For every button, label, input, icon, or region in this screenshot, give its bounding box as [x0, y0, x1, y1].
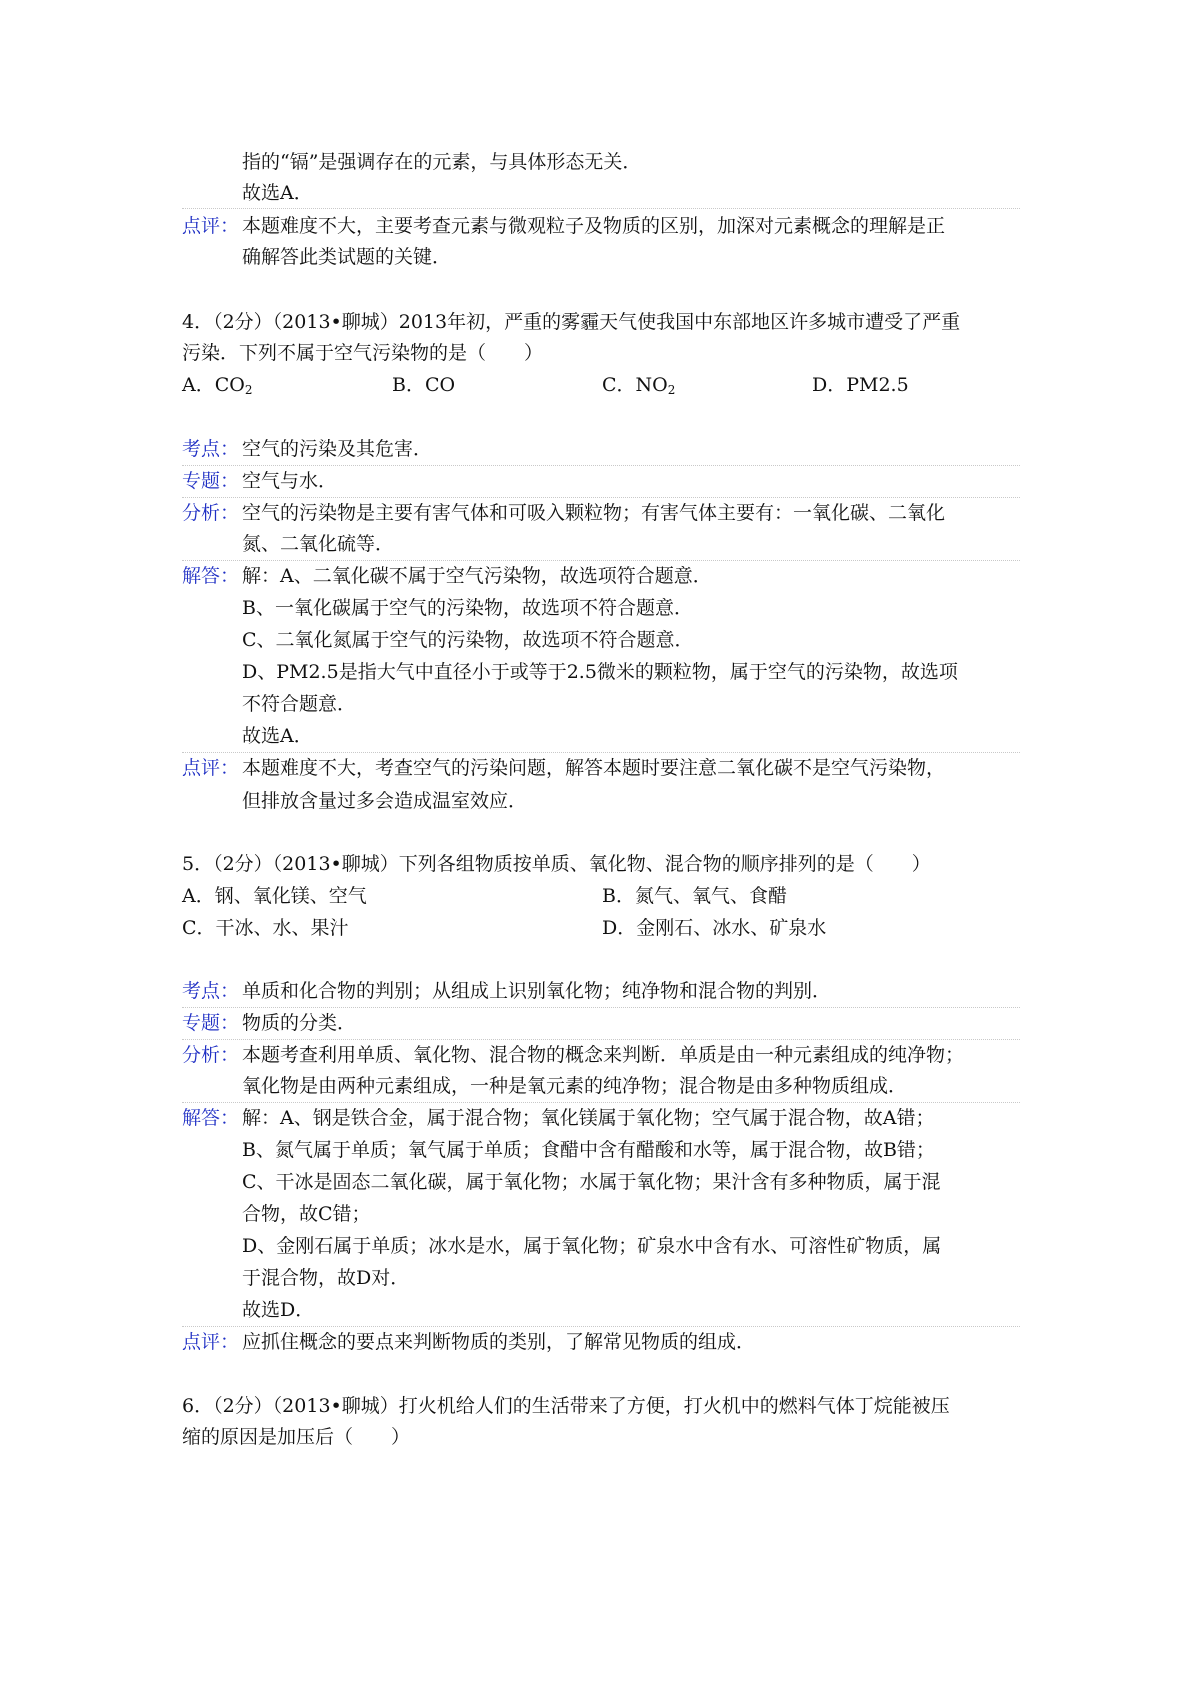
separator — [182, 1007, 1020, 1008]
q5-stem: 5．（2分）（2013•聊城）下列各组物质按单质、氧化物、混合物的顺序排列的是（ ） — [182, 853, 931, 875]
separator — [182, 465, 1020, 466]
q5-jieda-line-6: 于混合物，故D对． — [242, 1267, 410, 1289]
separator — [182, 1102, 1020, 1103]
q5-jieda-line-7: 故选D． — [242, 1299, 315, 1321]
prev-comment-line-1: 本题难度不大，主要考查元素与微观粒子及物质的区别，加深对元素概念的理解是正 — [242, 215, 946, 237]
q4-option-b: B．CO — [392, 374, 456, 396]
q5-kaodian-label: 考点： — [182, 980, 240, 1002]
q4-dianping-line-1: 本题难度不大，考查空气的污染问题，解答本题时要注意二氧化碳不是空气污染物， — [242, 757, 946, 779]
q5-option-d: D．金刚石、冰水、矿泉水 — [602, 917, 827, 939]
q4-dianping-line-2: 但排放含量过多会造成温室效应． — [242, 790, 528, 812]
q5-zhuanti: 物质的分类． — [242, 1012, 357, 1034]
q4-zhuanti: 空气与水． — [242, 470, 338, 492]
q5-kaodian: 单质和化合物的判别；从组成上识别氧化物；纯净物和混合物的判别． — [242, 980, 832, 1002]
q5-option-b: B．氮气、氧气、食醋 — [602, 885, 787, 907]
q4-kaodian-label: 考点： — [182, 438, 240, 460]
q5-option-a: A．钢、氧化镁、空气 — [182, 885, 367, 907]
q4-fenxi-label: 分析： — [182, 502, 240, 524]
q5-jieda-line-1: 解：A、钢是铁合金，属于混合物；氧化镁属于氧化物；空气属于混合物，故A错； — [242, 1107, 935, 1129]
q4-jieda-line-4: D、PM2.5是指大气中直径小于或等于2.5微米的颗粒物，属于空气的污染物，故选项 — [242, 661, 958, 683]
q4-jieda-line-3: C、二氧化氮属于空气的污染物，故选项不符合题意． — [242, 629, 694, 651]
q5-jieda-label: 解答： — [182, 1107, 240, 1129]
separator — [182, 752, 1020, 753]
q4-jieda-line-2: B、一氧化碳属于空气的污染物，故选项不符合题意． — [242, 597, 693, 619]
q5-jieda-line-3: C、干冰是固态二氧化碳，属于氧化物；水属于氧化物；果汁含有多种物质，属于混 — [242, 1171, 941, 1193]
q5-zhuanti-label: 专题： — [182, 1012, 240, 1034]
q5-dianping: 应抓住概念的要点来判断物质的类别，了解常见物质的组成． — [242, 1331, 756, 1353]
q4-option-c: C．$NO_2$ — [602, 374, 676, 397]
q5-jieda-line-5: D、金刚石属于单质；冰水是水，属于氧化物；矿泉水中含有水、可溶性矿物质，属 — [242, 1235, 942, 1257]
q4-stem-line-1: 4．（2分）（2013•聊城）2013年初，严重的雾霾天气使我国中东部地区许多城市遭受了严重 — [182, 311, 961, 333]
q6-stem-line-1: 6．（2分）（2013•聊城）打火机给人们的生活带来了方便，打火机中的燃料气体丁烷能被压 — [182, 1395, 950, 1417]
q4-fenxi-line-2: 氮、二氧化硫等． — [242, 533, 395, 555]
q4-option-a: A．$CO_2$ — [182, 374, 253, 397]
q4-fenxi-line-1: 空气的污染物是主要有害气体和可吸入颗粒物；有害气体主要有：一氧化碳、二氧化 — [242, 502, 946, 524]
separator — [182, 1039, 1020, 1040]
q5-dianping-label: 点评： — [182, 1331, 240, 1353]
separator — [182, 497, 1020, 498]
q4-kaodian: 空气的污染及其危害． — [242, 438, 433, 460]
q4-jieda-line-6: 故选A． — [242, 725, 313, 747]
q4-jieda-line-1: 解：A、二氧化碳不属于空气污染物，故选项符合题意． — [242, 565, 712, 587]
q5-fenxi-label: 分析： — [182, 1044, 240, 1066]
q5-jieda-line-2: B、氮气属于单质；氧气属于单质；食醋中含有醋酸和水等，属于混合物，故B错； — [242, 1139, 935, 1161]
q4-dianping-label: 点评： — [182, 757, 240, 779]
prev-comment-label: 点评： — [182, 215, 240, 237]
q4-zhuanti-label: 专题： — [182, 470, 240, 492]
q5-jieda-line-4: 合物，故C错； — [242, 1203, 371, 1225]
q4-option-d: D．PM2.5 — [812, 374, 909, 396]
separator — [182, 208, 1020, 209]
prev-answer-line-2: 故选A． — [242, 182, 313, 204]
q5-fenxi-line-1: 本题考查利用单质、氧化物、混合物的概念来判断．单质是由一种元素组成的纯净物； — [242, 1044, 965, 1066]
q4-jieda-label: 解答： — [182, 565, 240, 587]
q4-stem-line-2: 污染．下列不属于空气污染物的是（ ） — [182, 342, 544, 364]
separator — [182, 560, 1020, 561]
q4-jieda-line-5: 不符合题意． — [242, 693, 357, 715]
separator — [182, 1326, 1020, 1327]
q5-option-c: C．干冰、水、果汁 — [182, 917, 349, 939]
q5-fenxi-line-2: 氧化物是由两种元素组成，一种是氧元素的纯净物；混合物是由多种物质组成． — [242, 1075, 908, 1097]
prev-comment-line-2: 确解答此类试题的关键． — [242, 246, 452, 268]
q6-stem-line-2: 缩的原因是加压后（ ） — [182, 1426, 411, 1448]
prev-answer-line-1: 指的“镉”是强调存在的元素，与具体形态无关． — [242, 151, 642, 173]
